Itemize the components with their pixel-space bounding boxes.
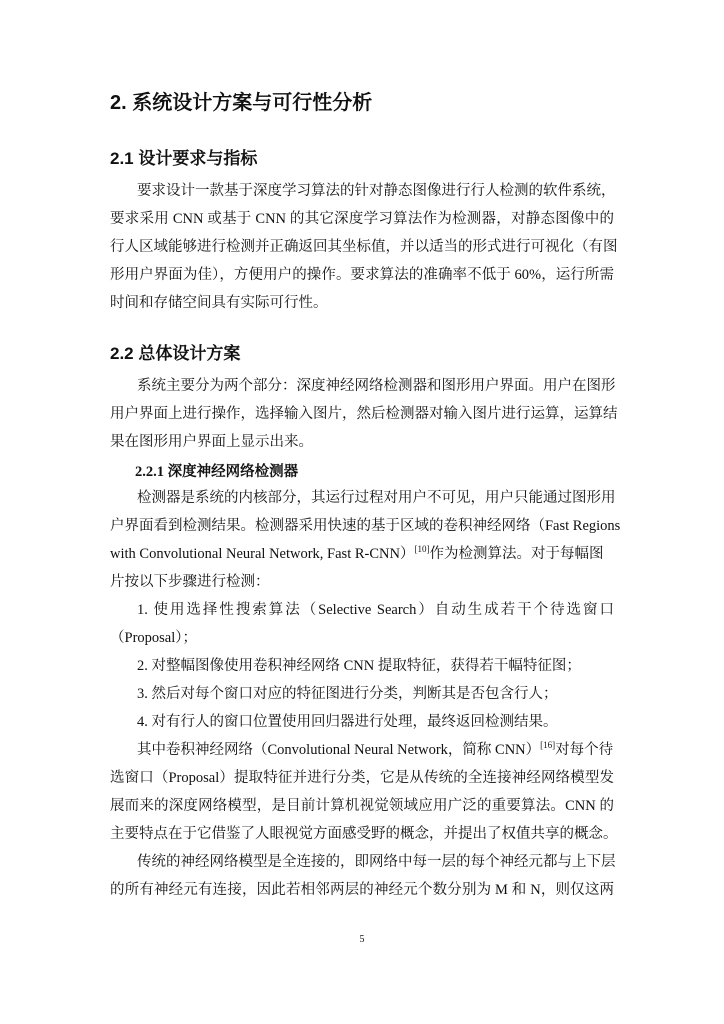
section-2-2-1-heading: 2.2.1 深度神经网络检测器 <box>135 464 299 480</box>
step-line: （Proposal）； <box>110 630 197 646</box>
text-line: 要求设计一款基于深度学习算法的针对静态图像进行行人检测的软件系统， <box>137 183 616 199</box>
text-line <box>110 736 614 764</box>
section-2-2-heading: 2.2 总体设计方案 <box>110 344 241 363</box>
citation: [16] <box>540 740 556 751</box>
step-line: 2. 对整幅图像使用卷积神经网络 CNN 提取特征，获得若干幅特征图； <box>137 658 581 674</box>
text-line: 用户界面上进行操作，选择输入图片，然后检测器对输入图片进行运算，运算结 <box>110 406 618 422</box>
text-line: 传统的神经网络模型是全连接的，即网络中每一层的每个神经元都与上下层 <box>137 854 616 870</box>
text-line: 行人区域能够进行检测并正确返回其坐标值，并以适当的形式进行可视化（有图 <box>110 239 618 255</box>
page-number: 5 <box>359 934 365 945</box>
text-span: 作为检测算法。对于每幅图 <box>429 546 604 562</box>
citation: [10] <box>414 544 430 555</box>
text-span: with Convolutional Neural Network, Fast R-CNN） <box>110 546 415 562</box>
text-line: 要求采用 CNN 或基于 CNN 的其它深度学习算法作为检测器，对静态图像中的 <box>110 211 614 227</box>
text-line: 展而来的深度网络模型，是目前计算机视觉领域应用广泛的重要算法。CNN 的 <box>110 798 614 814</box>
section-2-2-paragraph <box>110 372 618 456</box>
text-line: 形用户界面为佳），方便用户的操作。要求算法的准确率不低于 60%，运行所需 <box>110 267 614 283</box>
section-2-1-heading: 2.1 设计要求与指标 <box>110 149 258 168</box>
text-line: 时间和存储空间具有实际可行性。 <box>110 295 328 311</box>
text-span: 对每个待 <box>555 742 614 758</box>
text-line: 主要特点在于它借鉴了人眼视觉方面感受野的概念，并提出了权值共享的概念。 <box>110 826 618 842</box>
text-line: 检测器是系统的内核部分，其运行过程对用户不可见，用户只能通过图形用 <box>137 490 616 506</box>
detector-paragraph <box>110 484 621 904</box>
step-line: 4. 对有行人的窗口位置使用回归器进行处理，最终返回检测结果。 <box>137 714 558 730</box>
step-line: 3. 然后对每个窗口对应的特征图进行分类，判断其是否包含行人； <box>137 686 558 702</box>
text-span: 其中卷积神经网络（Convolutional Neural Network，简称 CNN） <box>137 742 541 758</box>
text-line: 系统主要分为两个部分：深度神经网络检测器和图形用户界面。用户在图形 <box>137 378 616 394</box>
section-2-1-paragraph <box>110 177 618 317</box>
text-line: 的所有神经元有连接，因此若相邻两层的神经元个数分别为 M 和 N，则仅这两 <box>110 882 614 898</box>
step-line: 1. 使用选择性搜索算法（Selective Search）自动生成若干个待选窗口 <box>137 602 614 618</box>
chapter-heading: 2. 系统设计方案与可行性分析 <box>110 92 373 114</box>
text-line <box>110 540 614 568</box>
text-line: 户界面看到检测结果。检测器采用快速的基于区域的卷积神经网络（Fast Regions <box>110 518 621 534</box>
text-line: 选窗口（Proposal）提取特征并进行分类，它是从传统的全连接神经网络模型发 <box>110 770 614 786</box>
text-line: 果在图形用户界面上显示出来。 <box>110 434 313 450</box>
text-line: 片按以下步骤进行检测： <box>110 574 270 590</box>
